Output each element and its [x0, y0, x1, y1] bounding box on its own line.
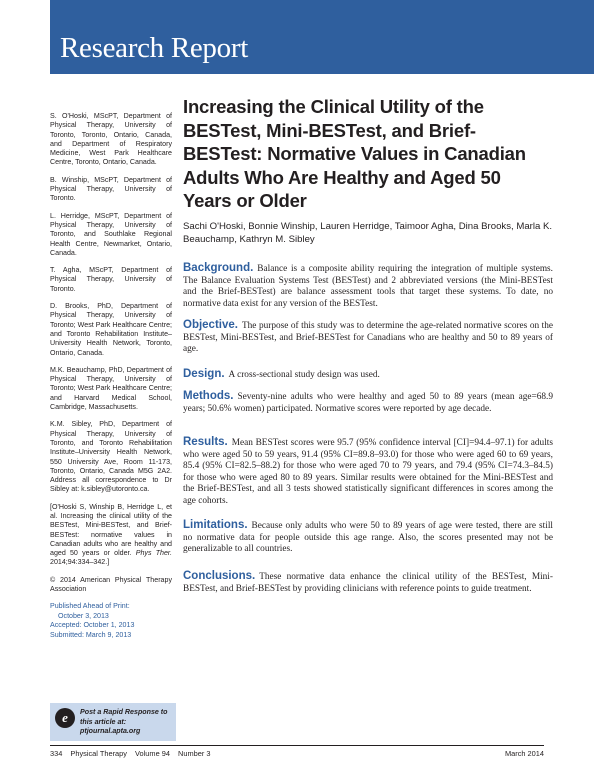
objective-text: The purpose of this study was to determine the age-related normative scores on the BESTest, Mini-BESTest, and Brief-BESTest for Canadians who are healthy and 50 to 89 years of age. — [183, 321, 553, 354]
header-band — [0, 0, 594, 74]
page-footer — [50, 745, 544, 758]
affiliation: D. Brooks, PhD, Department of Physical Therapy, University of Toronto; West Park Healthcare Centre; and Toronto Rehabilitation Institute–University Health Network, Toronto, Ontario, Canada. — [50, 302, 172, 357]
results-heading: Results. — [183, 436, 228, 448]
affiliation: L. Herridge, MScPT, Department of Physical Therapy, University of Toronto, and Southlake Regional Health Centre, Newmarket, Ontario, Canada. — [50, 211, 172, 257]
affiliation: K.M. Sibley, PhD, Department of Physical Therapy, University of Toronto, and Toronto Rehabilitation Institute–University Health Network, 550 University Ave, Room 11-173, Toronto, Ontario, Canada M5G 2A2. Address all correspondence to Dr Sibley at: k.sibley@utoronto.ca. — [50, 420, 172, 494]
rapid-response-line2: this article at: — [80, 717, 127, 726]
submitted-date: Submitted: March 9, 2013 — [50, 630, 132, 639]
objective-heading: Objective. — [183, 319, 238, 331]
abstract-design — [183, 369, 553, 382]
affiliation: S. O'Hoski, MScPT, Department of Physical Therapy, University of Toronto, Toronto, Ontario, Canada, and Department of Respiratory Medicine, West Park Healthcare Centre, Toronto, Ontario, Canada. — [50, 112, 172, 167]
limitations-heading: Limitations. — [183, 519, 248, 531]
footer-left — [50, 749, 544, 758]
issue-number: Number 3 — [178, 749, 211, 758]
ahead-label: Published Ahead of Print: — [50, 602, 130, 611]
citation-journal: Phys Ther. — [135, 549, 172, 558]
citation-text: [O'Hoski S, Winship B, Herridge L, et al. Increasing the clinical utility of the BESTest, Mini-BESTest, and Brief-BESTest: normative values in Canadian adults who are healthy and aged 50 years or older. — [50, 502, 172, 558]
design-heading: Design. — [183, 368, 225, 380]
design-text: A cross-sectional study design was used. — [228, 370, 380, 380]
affiliation: B. Winship, MScPT, Department of Physical Therapy, University of Toronto. — [50, 175, 172, 203]
issue-date: March 2014 — [504, 749, 544, 758]
rapid-response-text — [80, 708, 168, 737]
volume: Volume 94 — [135, 749, 170, 758]
author-sidebar — [50, 112, 172, 640]
conclusions-text: These normative data enhance the clinical utility of the BESTest, Mini-BESTest, and Brief-BESTest by providing clinicians with reference points to guide treatment. — [183, 572, 553, 594]
rapid-response-box[interactable] — [50, 703, 176, 741]
methods-text: Seventy-nine adults who were healthy and aged 50 to 89 years (mean age=68.9 years; 50.6% women) participated. Normative scores were reported by age decade. — [183, 392, 553, 414]
abstract-limitations — [183, 520, 553, 556]
e-letter-icon: e — [55, 708, 75, 728]
affiliation: M.K. Beauchamp, PhD, Department of Physical Therapy, University of Toronto; West Park Healthcare Centre; and Harvard Medical School, Cambridge, Massachusetts. — [50, 365, 172, 412]
background-heading: Background. — [183, 262, 254, 274]
abstract-background — [183, 263, 553, 310]
limitations-text: Because only adults who were 50 to 89 years of age were tested, there are still no normative data for people outside this age range. Also, the scores presented may not be generalizable to all countries. — [183, 521, 553, 554]
header-margin — [0, 0, 50, 74]
methods-heading: Methods. — [183, 390, 234, 402]
page-number: 334 — [50, 749, 63, 758]
rapid-response-link[interactable]: ptjournal.apta.org — [80, 727, 141, 735]
publication-dates — [50, 602, 172, 640]
citation-ref: 2014;94:334–342.] — [50, 558, 110, 567]
affiliation: T. Agha, MScPT, Department of Physical Therapy, University of Toronto. — [50, 266, 172, 293]
article-title: Increasing the Clinical Utility of the BESTest, Mini-BESTest, and Brief-BESTest: Normative Values in Canadian Adults Who Are Healthy and Aged 50 Years or Older — [183, 96, 526, 212]
conclusions-heading: Conclusions. — [183, 570, 256, 582]
rapid-response-line1: Post a Rapid Response to — [80, 708, 168, 716]
abstract-results — [183, 437, 553, 507]
accepted-date: Accepted: October 1, 2013 — [50, 621, 135, 630]
abstract-objective — [183, 320, 553, 356]
section-label: Research Report — [60, 32, 248, 64]
author-list: Sachi O'Hoski, Bonnie Winship, Lauren Herridge, Taimoor Agha, Dina Brooks, Marla K. Beauchamp, Kathryn M. Sibley — [183, 221, 553, 245]
journal-name: Physical Therapy — [70, 749, 127, 758]
ahead-date: October 3, 2013 — [58, 611, 109, 620]
copyright: © 2014 American Physical Therapy Association — [50, 575, 172, 594]
background-text: Balance is a composite ability requiring the integration of multiple systems. The Balance Evaluation Systems Test (BESTest) and 2 abbreviated versions (the Mini-BESTest and the Brief-BESTest) are balance assessment tools that target these systems. To date, no normative data exist for any version of the BESTest. — [183, 264, 553, 309]
abstract-conclusions — [183, 571, 553, 595]
abstract-methods — [183, 391, 553, 415]
citation — [50, 503, 172, 568]
results-text: Mean BESTest scores were 95.7 (95% confidence interval [CI]=94.4–97.1) for adults who were aged 50 to 59 years, 91.4 (95% CI=89.8–93.0) for those who were aged 60 to 69 years, 85.4 (95% CI=82.5–88.2) for those who were aged 70 to 79 years, and 79.4 (95% CI=74.3–84.5) for those who were aged 80 to 89 years. Similar results were obtained for the Mini-BESTest and the Brief-BESTest, and all 3 tests showed statistically significant differences in scores among the age cohorts. — [183, 438, 553, 506]
